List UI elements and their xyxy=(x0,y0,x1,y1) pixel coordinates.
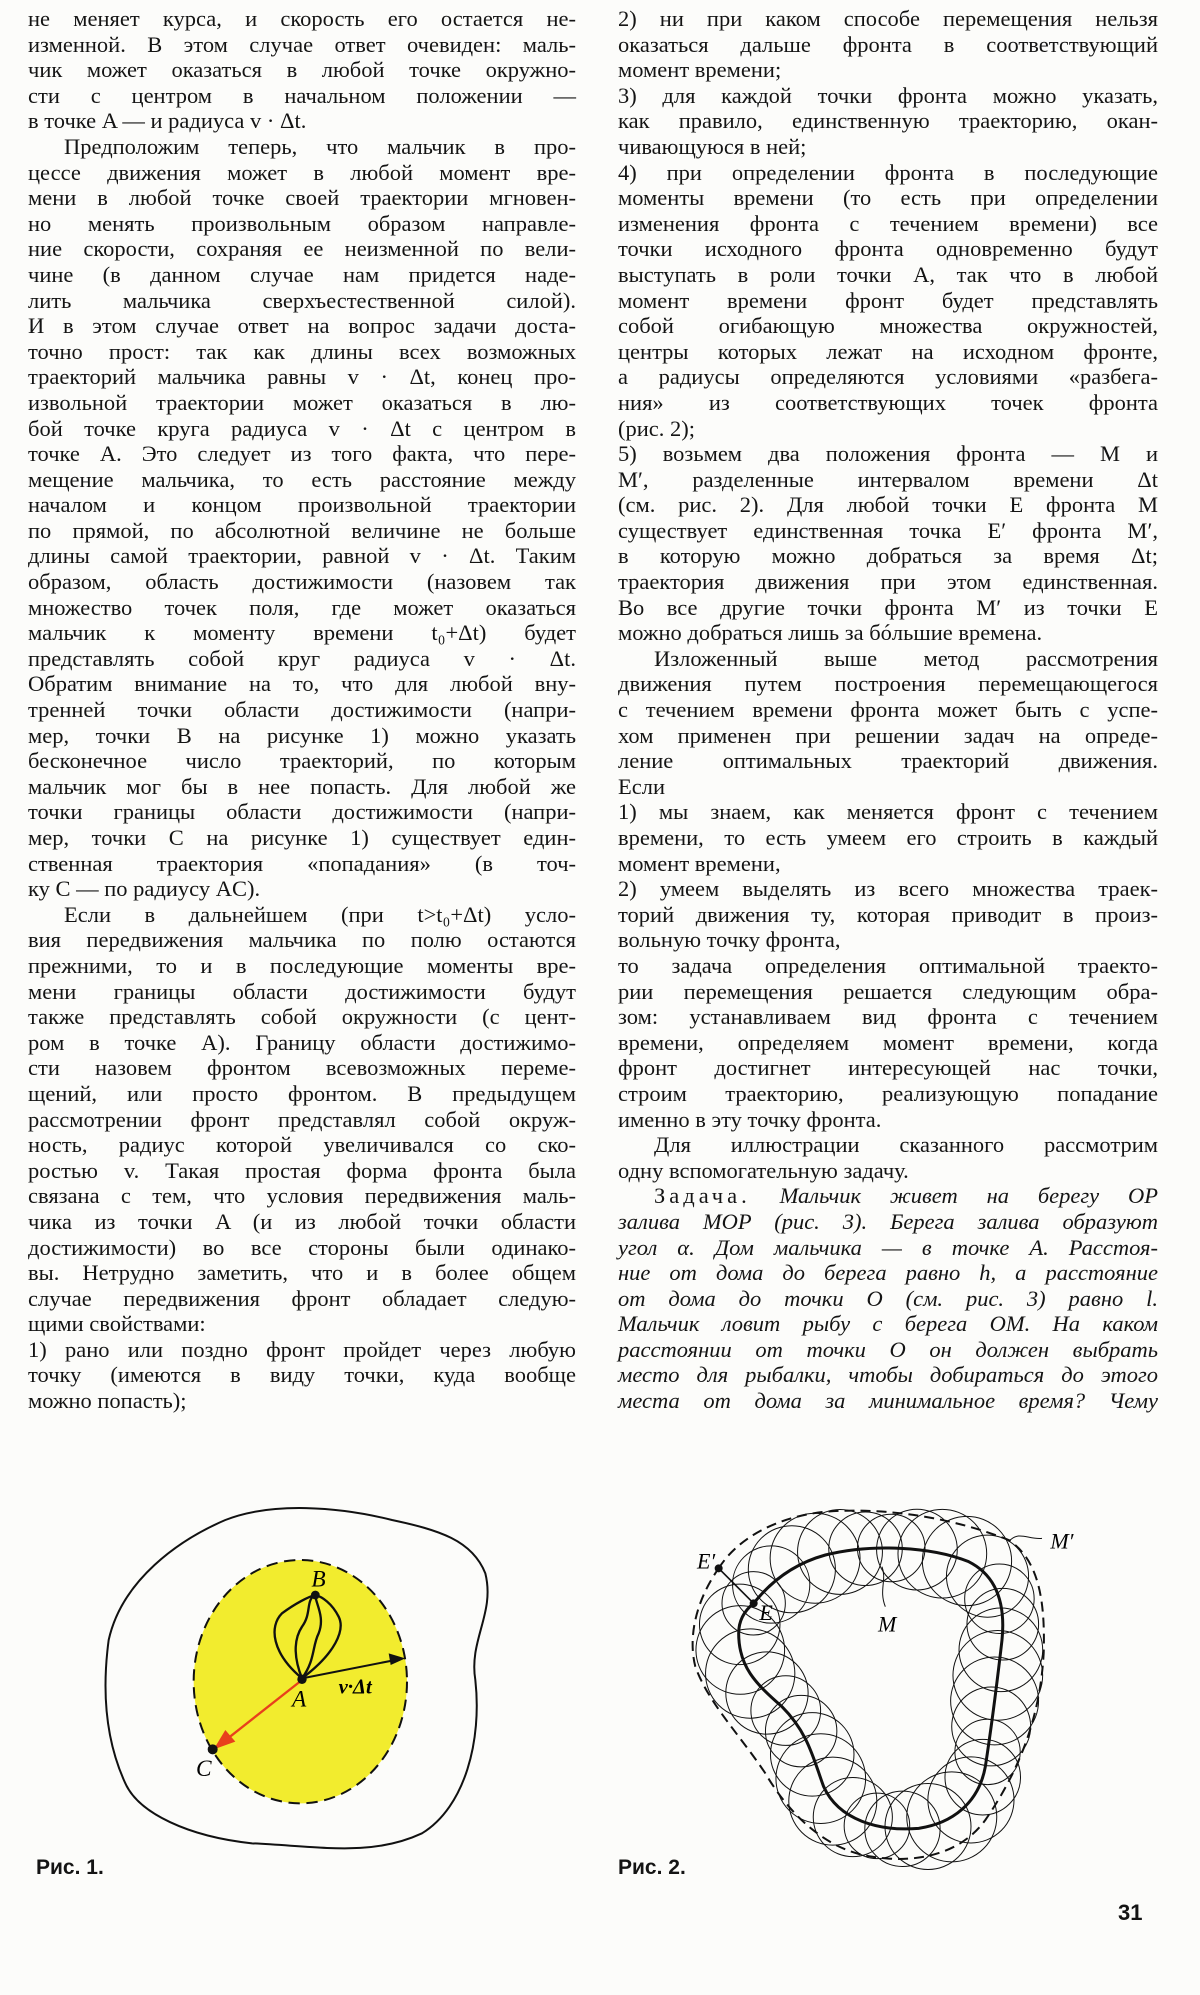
text-line: оказаться дальше фронта в соответствующий xyxy=(618,31,1158,57)
text-line: И в этом случае ответ на вопрос задачи доста- xyxy=(28,313,576,339)
text-line: именно в эту точку фронта. xyxy=(618,1106,882,1132)
text-line: чине (в данном случае нам придется наде- xyxy=(28,261,576,287)
label-a: A xyxy=(292,1686,307,1713)
text-line: (рис. 2); xyxy=(618,415,696,441)
text-line: достижимости) во все стороны были одинако- xyxy=(28,1234,576,1260)
text-line: мени в любой точке своей траектории мгновен- xyxy=(28,185,576,211)
text-line: Если xyxy=(618,773,665,799)
text-line: одну вспомогательную задачу. xyxy=(618,1157,909,1183)
figure-2-caption: Рис. 2. xyxy=(618,1856,686,1879)
text-line: Изложенный выше метод рассмотрения xyxy=(654,645,1158,671)
text-line: точки границы области достижимости (напри- xyxy=(28,799,576,825)
text-line: выступать в роли точки A, так что в любой xyxy=(618,261,1158,287)
label-c: C xyxy=(196,1756,212,1782)
text-line: 2) ни при каком способе перемещения нельзя xyxy=(618,6,1158,31)
text-line: ку C — по радиусу AC). xyxy=(28,876,261,902)
text-line: изменной. В этом случае ответ очевиден: маль- xyxy=(28,31,576,57)
text-line: чика из точки A (и из любой точки области xyxy=(28,1208,576,1234)
figure-1-caption: Рис. 1. xyxy=(36,1856,104,1879)
text-line: в которую можно добраться за время Δt; xyxy=(618,543,1158,569)
text-line: сти назовем фронтом всевозможных переме- xyxy=(28,1055,576,1081)
text-line: торий движения ту, которая приводит в произ- xyxy=(618,901,1158,927)
text-line: Для иллюстрации сказанного рассмотрим xyxy=(654,1132,1158,1158)
label-radius: v·Δt xyxy=(338,1676,372,1699)
text-line: точке A. Это следует из того факта, что пере- xyxy=(28,441,576,467)
text-line: можно попасть); xyxy=(28,1388,187,1414)
task-line: расстоянии от точки O он должен выбрать xyxy=(618,1336,1158,1362)
text-line: также представлять собой окружности (с цент- xyxy=(28,1004,576,1030)
label-e: E xyxy=(759,1600,773,1625)
m-prime-leader-line xyxy=(1009,1536,1042,1542)
text-line: 2) умеем выделять из всего множества траек- xyxy=(618,876,1158,902)
text-line: как правило, единственную траекторию, окан- xyxy=(618,108,1158,134)
text-line: вы. Нетрудно заметить, что и в более общем xyxy=(28,1260,576,1286)
label-m-prime: M′ xyxy=(1050,1528,1074,1554)
text-line: траектория движения при этом единственная. xyxy=(618,569,1158,595)
text-line: мени границы области достижимости будут xyxy=(28,978,576,1004)
text-line: зом: устанавливаем вид фронта с течением xyxy=(618,1004,1158,1030)
task-label: Задача. xyxy=(654,1183,751,1209)
text-column-left xyxy=(28,6,576,1414)
label-b: B xyxy=(311,1566,326,1593)
text-line: ние скорости, сохраняя ее неизменной по вели- xyxy=(28,236,576,262)
text-line: рии перемещения решается следующим обра- xyxy=(618,978,1158,1004)
label-m: M xyxy=(878,1611,897,1637)
text-line: бой точке круга радиуса v · Δt с центром в xyxy=(28,415,576,441)
text-line: момент времени; xyxy=(618,57,782,83)
point-c xyxy=(208,1744,218,1754)
text-line: момент времени, xyxy=(618,850,781,876)
text-line: щений, или просто фронтом. В предыдущем xyxy=(28,1080,576,1106)
page-number: 31 xyxy=(1118,1900,1143,1925)
text-line: ление оптимальных траекторий движения. xyxy=(618,748,1158,774)
task-line: Мальчик ловит рыбу с берега OM. На каком xyxy=(618,1311,1158,1337)
text-line: существует единственная точка E′ фронта M′, xyxy=(618,517,1158,543)
task-line: места от дома за минимальное время? Чему xyxy=(618,1388,1158,1414)
text-line: точки исходного фронта одновременно будут xyxy=(618,236,1158,262)
text-line: случае передвижения фронт обладает следую- xyxy=(28,1285,576,1311)
text-line: времени, определяем момент времени, когда xyxy=(618,1029,1158,1055)
label-e-prime: E′ xyxy=(697,1548,716,1574)
text-line: Если в дальнейшем (при t>t₀+Δt) усло- xyxy=(64,901,576,927)
text-line: Предположим теперь, что мальчик в про- xyxy=(64,133,576,159)
text-line: началом и концом произвольной траектории xyxy=(28,492,576,518)
text-line: сти с центром в начальном положении — xyxy=(28,82,576,108)
task-line: залива MOP (рис. 3). Берега залива образуют xyxy=(618,1208,1158,1234)
text-line: но менять произвольным образом направле- xyxy=(28,210,576,236)
task-line: от дома до точки O (см. рис. 3) равно l. xyxy=(618,1285,1158,1311)
text-line: 1) рано или поздно фронт пройдет через любую xyxy=(28,1336,576,1362)
text-line: не меняет курса, и скорость его остается не- xyxy=(28,6,576,31)
text-line: изменения фронта с течением времени) все xyxy=(618,210,1158,236)
text-line: Обратим внимание на то, что для любой вну- xyxy=(28,671,576,697)
text-line: образом, область достижимости (назовем так xyxy=(28,569,576,595)
text-line: точку (имеются в виду точки, куда вообще xyxy=(28,1362,576,1388)
text-line: 5) возьмем два положения фронта — M и xyxy=(618,441,1158,467)
task-line: угол α. Дом мальчика — в точке A. Расстоя- xyxy=(618,1234,1158,1260)
text-line: связана с тем, что условия передвижения маль- xyxy=(28,1183,576,1209)
point-a xyxy=(297,1675,306,1684)
text-line: представлять собой круг радиуса v · Δt. xyxy=(28,645,576,671)
text-line: ром в точке A). Границу области достижимо- xyxy=(28,1029,576,1055)
text-line: Во все другие точки фронта M′ из точки E xyxy=(618,594,1158,620)
text-line: точно прост: так как длины всех возможных xyxy=(28,338,576,364)
text-line: M′, разделенные интервалом времени Δt xyxy=(618,466,1158,492)
text-line: фронт достигнет интересующей нас точки, xyxy=(618,1055,1158,1081)
text-line: ния» из соответствующих точек фронта xyxy=(618,389,1158,415)
text-line: длины самой траектории, равной v · Δt. Таким xyxy=(28,543,576,569)
text-line: прежними, то и в последующие моменты вре- xyxy=(28,952,576,978)
text-line: мер, точки C на рисунке 1) существует един- xyxy=(28,825,576,850)
text-line: с течением времени фронта может быть с успе- xyxy=(618,697,1158,723)
text-line: множество точек поля, где может оказаться xyxy=(28,594,576,620)
text-line: то задача определения оптимальной траекто- xyxy=(618,952,1158,978)
text-line: щими свойствами: xyxy=(28,1311,206,1337)
text-line: хом применен при решении задач на опреде- xyxy=(618,722,1158,748)
text-line: вия передвижения мальчика по полю остаются xyxy=(28,927,576,953)
task-line: место для рыбалки, чтобы добираться до этого xyxy=(618,1362,1158,1388)
task-text: Мальчик живет на берегу OP xyxy=(779,1183,1158,1209)
text-line: собой огибающую множества окружностей, xyxy=(618,313,1158,339)
text-column-right xyxy=(618,6,1158,1414)
text-line: строим траекторию, реализующую попадание xyxy=(618,1080,1158,1106)
text-line: движения путем построения перемещающегося xyxy=(618,671,1158,697)
wavelet-circles xyxy=(696,1509,1043,1869)
front-m-prime xyxy=(693,1511,1044,1859)
m-leader-line xyxy=(882,1567,885,1607)
text-line: чивающуюся в ней; xyxy=(618,133,807,159)
text-line: траекторий мальчика равны v · Δt, конец про- xyxy=(28,364,576,390)
figure-2-front-diagram xyxy=(600,1440,1200,1890)
text-line: момент времени фронт будет представлять xyxy=(618,287,1158,313)
text-line: мещение мальчика, то есть расстояние между xyxy=(28,466,576,492)
text-line: извольной траектории может оказаться в лю- xyxy=(28,389,576,415)
text-line: мальчик мог бы в нее попасть. Для любой же xyxy=(28,773,576,799)
text-line: моменты времени (то есть при определении xyxy=(618,185,1158,211)
text-line: 3) для каждой точки фронта можно указать, xyxy=(618,82,1158,108)
text-line: 4) при определении фронта в последующие xyxy=(618,159,1158,185)
text-line: центры которых лежат на исходном фронте, xyxy=(618,338,1158,364)
task-line: ние от дома до берега равно h, а расстояние xyxy=(618,1260,1158,1286)
figure-1-reachability-diagram xyxy=(0,1440,600,1890)
text-line: в точке A — и радиуса v · Δt. xyxy=(28,108,307,134)
text-line: бесконечное число траекторий, по которым xyxy=(28,748,576,774)
text-line: времени, то есть умеем его строить в каждый xyxy=(618,825,1158,850)
text-line: лить мальчика сверхъестественной силой). xyxy=(28,287,576,313)
text-line: а радиусы определяются условиями «разбега- xyxy=(618,364,1158,390)
text-line: ственная траектория «попадания» (в точ- xyxy=(28,850,576,876)
text-line: (см. рис. 2). Для любой точки E фронта M xyxy=(618,492,1158,518)
text-line: 1) мы знаем, как меняется фронт с течением xyxy=(618,799,1158,825)
text-line: мальчик к моменту времени t₀+Δt) будет xyxy=(28,620,576,646)
text-line: чик может оказаться в любой точке окружно- xyxy=(28,57,576,83)
text-line: ность, радиус которой увеличивался со ско- xyxy=(28,1132,576,1158)
text-line: ростью v. Такая простая форма фронта была xyxy=(28,1157,576,1183)
text-line: цессе движения может в любой момент вре- xyxy=(28,159,576,185)
text-line: рассмотрении фронт представлял собой окруж- xyxy=(28,1106,576,1132)
front-m xyxy=(739,1548,1003,1829)
point-e-prime xyxy=(715,1564,723,1572)
point-e xyxy=(750,1599,758,1607)
text-line: можно добраться лишь за бóльшие времена. xyxy=(618,620,1043,646)
text-line: мер, точки B на рисунке 1) можно указать xyxy=(28,722,576,748)
text-line: вольную точку фронта, xyxy=(618,927,841,953)
text-line: по прямой, по абсолютной величине не больше xyxy=(28,517,576,543)
text-line: тренней точки области достижимости (напри- xyxy=(28,697,576,723)
task-first-line xyxy=(618,1183,1158,1209)
